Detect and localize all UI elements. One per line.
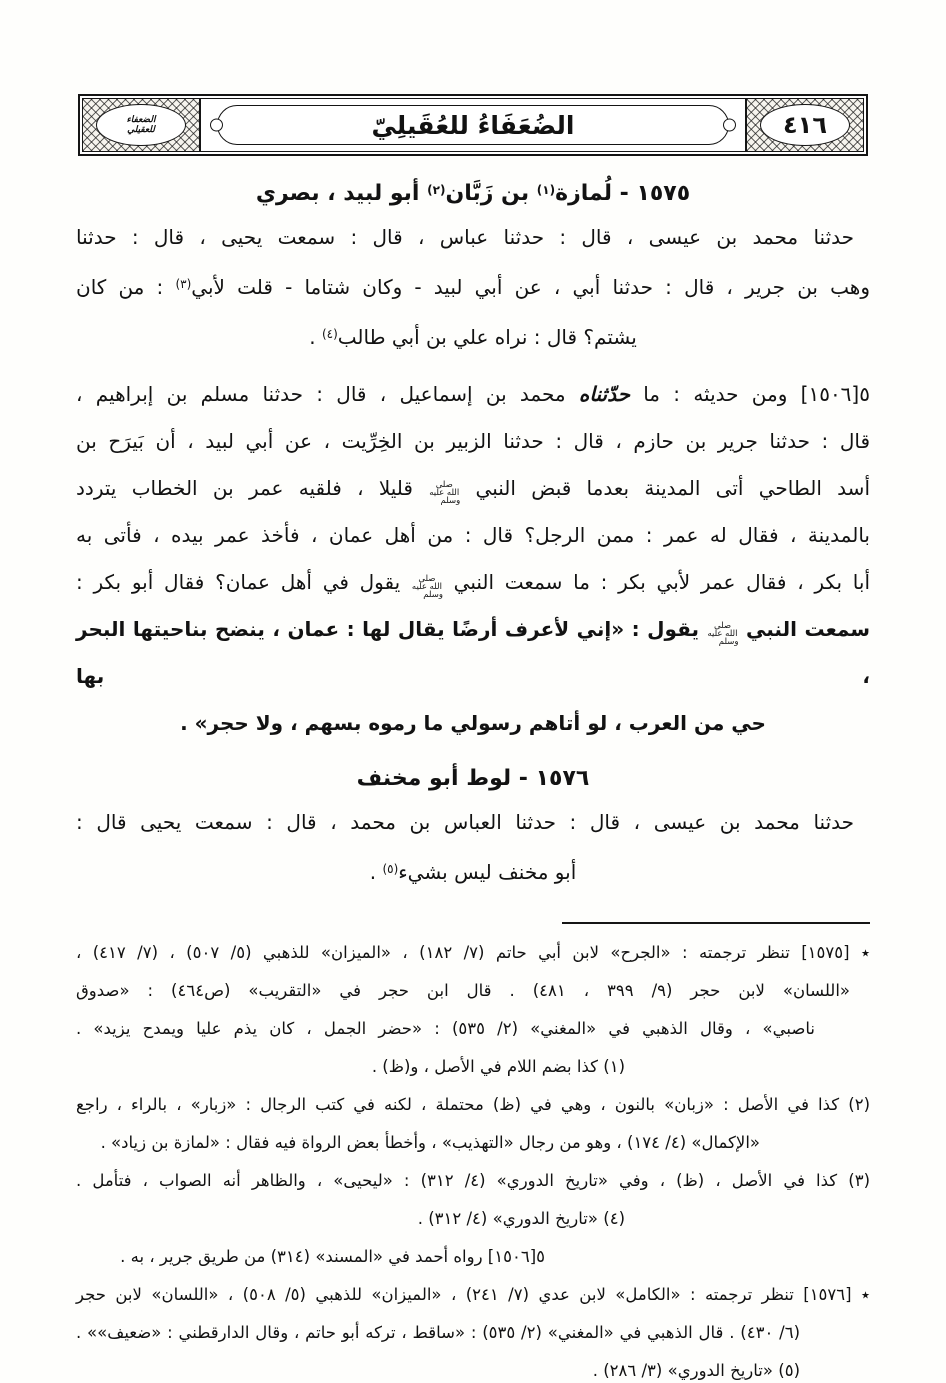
text-line: أبا بكر ، فقال عمر لأبي بكر : ما سمعت النبي صلى الله عليه وسلم يقول في أهل عمان؟ فقال أبو بكر : [76, 570, 870, 600]
book-title: الضُعَفَاءُ للعُقَيلِيّ [371, 110, 575, 140]
entry-heading-1575: ١٥٧٥ - لُمازة$^{(١)}$ بن زَبَّان$^{(٢)}$ أبو لبيد ، بصري [255, 181, 691, 206]
text-line: وهب بن جرير ، قال : حدثنا أبي ، عن أبي لبيد - وكان شتاما - قلت لأبي$^{(٣)}$ : من كان [76, 275, 870, 299]
text-line: أبو مخنف ليس بشيء$^{(٥)}$ . [369, 860, 577, 884]
publisher-emblem [83, 99, 201, 151]
text-line: أسد الطاحي أتى المدينة بعدما قبض النبي صلى الله عليه وسلم قليلا ، فلقيه عمر بن الخطاب يتردد [76, 476, 870, 506]
page-header [78, 94, 868, 156]
footnote-line: ٥[١٥٠٦] رواه أحمد في «المسند» (٣١٤) من طريق جرير ، به . [120, 1247, 545, 1266]
emblem-icon [127, 115, 156, 135]
text-line: يشتم؟ قال : نراه علي بن أبي طالب$^{(٤)}$ . [309, 325, 637, 349]
footnote-line: ٭ [١٥٧٥] تنظر ترجمته : «الجرح» لابن أبي حاتم (٧/ ١٨٢) ، «الميزان» للذهبي (٥/ ٥٠٧) ، (٧/ ٤١٧) ، [76, 943, 870, 962]
emblem-line: الضعفاء [126, 115, 156, 125]
footnote-separator [562, 922, 870, 924]
text-line: حدثنا محمد بن عيسى ، قال : حدثنا عباس ، قال : سمعت يحيى ، قال : حدثنا [76, 225, 854, 249]
main-text [76, 170, 870, 1383]
footnote-line: (٣) كذا في الأصل ، (ظ) ، وفي «تاريخ الدوري» (٤/ ٣١٢) : «ليحيى» ، والظاهر أنه الصواب ، فتأمل . [76, 1171, 870, 1190]
footnote-line: «الإكمال» (٤/ ١٧٤) ، وهو من رجال «التهذيب» ، وأخطأ بعض الرواة فيه فقال : «لمازة بن زياد» . [100, 1133, 760, 1152]
footnote-line: (١) كذا بضم اللام في الأصل ، و(ظ) . [371, 1057, 625, 1076]
footnote-line: (٤) «تاريخ الدوري» (٤/ ٣١٢) . [417, 1209, 625, 1228]
ornament-frame [82, 98, 864, 152]
entry-heading-1576: ١٥٧٦ - لوط أبو مخنف [356, 766, 590, 791]
footnote-line: «اللسان» لابن حجر (٩/ ٣٩٩ ، ٤٨١) . قال ابن حجر في «التقريب» (ص٤٦٤) : «صدوق [76, 981, 850, 1000]
paragraph-1506 [76, 371, 870, 747]
text-line: بالمدينة ، فقال له عمر : ممن الرجل؟ قال : من أهل عمان ، فأخذ عمر بيده ، فأتى به [76, 523, 870, 547]
text-line: حي من العرب ، لو أتاهم رسولي ما رموه بسهم ، ولا حجر» . [180, 711, 766, 735]
page-number-cartouche [745, 99, 863, 151]
footnote-line: (٥) «تاريخ الدوري» (٣/ ٢٨٦) . [592, 1361, 800, 1380]
footnotes [76, 934, 870, 1383]
emblem-oval [96, 104, 186, 146]
text-line: ٥[١٥٠٦] ومن حديثه : ما حدّثناه محمد بن إسماعيل ، قال : حدثنا مسلم بن إبراهيم ، [76, 382, 870, 406]
title-ornament [217, 105, 729, 145]
book-title-cartouche [201, 99, 745, 151]
footnote-line: (٢) كذا في الأصل : «زبان» بالنون ، وهي في (ظ) محتملة ، لكنه في كتب الرجال : «زبار» ، بالراء ، راجع [76, 1095, 870, 1114]
footnote-line: ناصبي» ، وقال الذهبي في «المغني» (٢/ ٥٣٥) : «حضر الجمل ، كان يذم عليا ويمدح يزيد» . [76, 1019, 815, 1038]
text-line: سمعت النبي صلى الله عليه وسلم يقول : «إني لأعرف أرضًا يقال لها : عمان ، ينضح بناحيتها البحر ، بها [76, 617, 870, 688]
text-line: قال : حدثنا جرير بن حازم ، قال : حدثنا الزبير بن الخِرِّيت ، عن أبي لبيد ، أن بَيرَح بن [76, 429, 870, 453]
footnote-line: ٭ [١٥٧٦] تنظر ترجمته : «الكامل» لابن عدي (٧/ ٢٤١) ، «الميزان» للذهبي (٥/ ٥٠٨) ، «اللسان» لابن حجر [76, 1285, 870, 1304]
footnote-line: (٦/ ٤٣٠) . قال الذهبي في «المغني» (٢/ ٥٣٥) : «ساقط ، تركه أبو حاتم ، وقال الدارقطني : «ضعيف»» . [76, 1323, 801, 1342]
paragraph-1576 [76, 799, 870, 896]
page-number: ٤١٦ [783, 111, 827, 139]
paragraph-1575 [76, 214, 870, 361]
text-line: حدثنا محمد بن عيسى ، قال : حدثنا العباس بن محمد ، قال : سمعت يحيى قال : [76, 810, 854, 834]
page-number-oval [760, 104, 850, 146]
emblem-line: للعقيلي [127, 125, 155, 135]
